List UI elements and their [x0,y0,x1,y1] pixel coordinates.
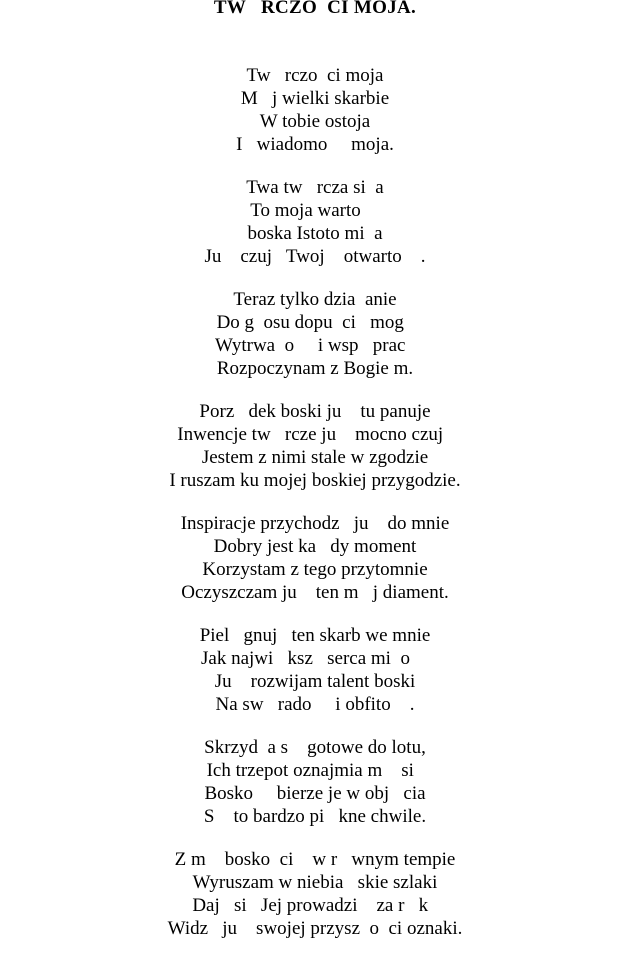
poem-line: To moja warto [250,200,380,221]
poem-body [0,64,630,960]
poem-line: Ju rozwijam talent boski [214,671,416,692]
poem-line: Do g osu dopu ci mog [216,312,414,333]
poem-line: Dobry jest ka dy moment [213,536,417,557]
stanza [0,176,630,268]
poem-title: TW RCZO CI MOJA. [213,0,417,18]
poem-line: I ruszam ku mojej boskiej przygodzie. [169,470,461,491]
poem-line: Daj si Jej prowadzi za r k [192,895,438,916]
poem-line: M j wielki skarbie [240,88,390,109]
poem-line: Jak najwi ksz serca mi o [201,648,429,669]
poem-line: Rozpoczynam z Bogie m. [216,358,414,379]
poem-line: S to bardzo pi kne chwile. [203,806,427,827]
stanza [0,736,630,828]
poem-line: Wytrwa o i wsp prac [215,335,415,356]
poem-line: W tobie ostoja [259,111,371,132]
poem-line: Porz dek boski ju tu panuje [199,401,431,422]
stanza [0,64,630,156]
poem-line: Ich trzepot oznajmia m si [206,760,424,781]
poem-line: Bosko bierze je w obj cia [204,783,426,804]
poem-line: Wyruszam w niebia skie szlaki [192,872,438,893]
poem-line: Inwencje tw rcze ju mocno czuj [177,424,453,445]
poem-line: Widz ju swojej przysz o ci oznaki. [167,918,463,939]
poem-line: Tw rczo ci moja [246,65,384,86]
poem-line: Teraz tylko dzia anie [233,289,397,310]
stanza [0,288,630,380]
poem-line: Jestem z nimi stale w zgodzie [201,447,429,468]
poem-line: Korzystam z tego przytomnie [202,559,428,580]
poem-line: Ju czuj Twoj otwarto . [204,246,426,267]
poem-line: Twa tw rcza si a [246,177,384,198]
poem-line: Skrzyd a s gotowe do lotu, [204,737,426,758]
poem-line: I wiadomo moja. [236,134,394,155]
poem-line: Piel gnuj ten skarb we mnie [199,625,431,646]
stanza [0,848,630,940]
poem-line: Z m bosko ci w r wnym tempie [174,849,456,870]
stanza [0,624,630,716]
stanza [0,400,630,492]
stanza [0,512,630,604]
poem-line: boska Istoto mi a [247,223,383,244]
poem-line: Inspiracje przychodz ju do mnie [180,513,450,534]
poem-line: Na sw rado i obfito . [215,694,415,715]
poem-line: Oczyszczam ju ten m j diament. [181,582,449,603]
